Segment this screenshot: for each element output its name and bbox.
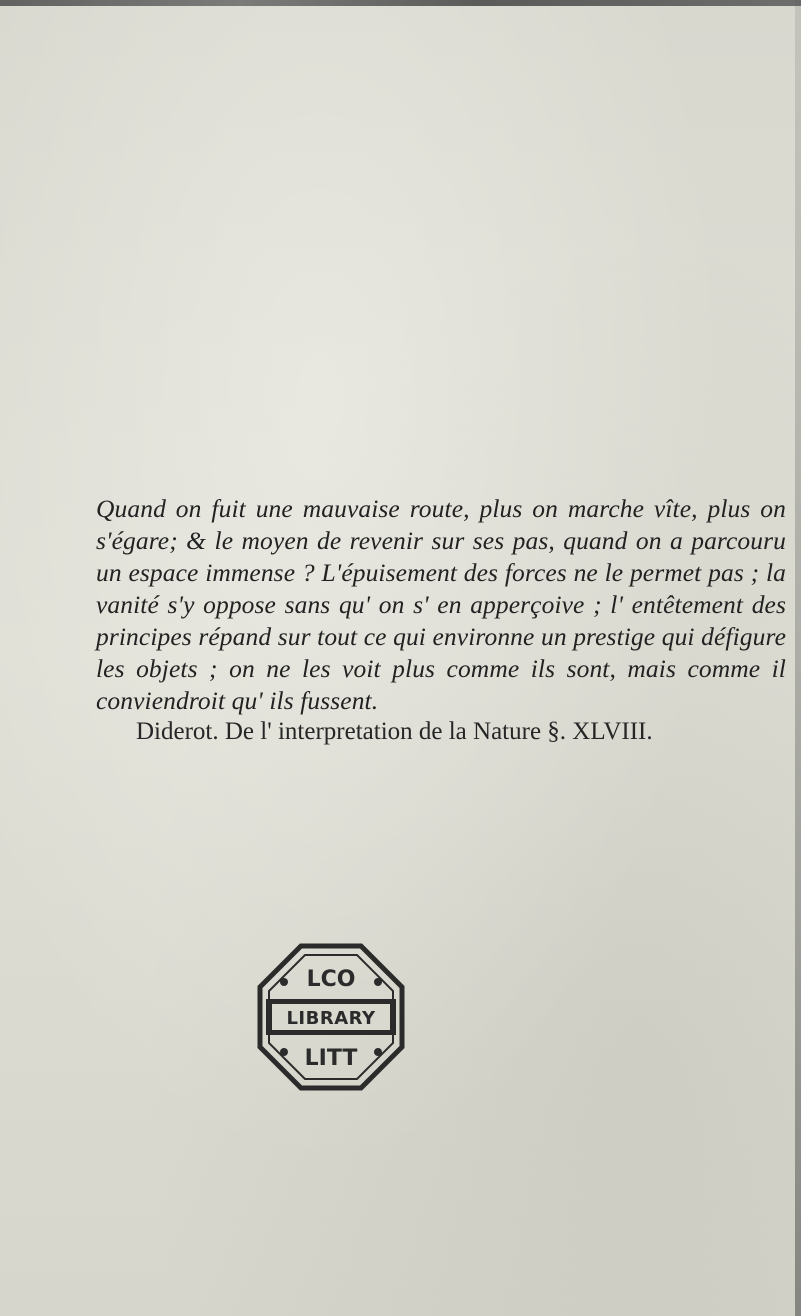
page-right-edge (795, 0, 801, 1316)
seal-bottom-text: LITT (304, 1046, 358, 1071)
page-top-edge (0, 0, 801, 6)
seal-middle-text: LIBRARY (286, 1008, 376, 1029)
epigraph-attribution: Diderot. De l' interpretation de la Nature §. XLVIII. (136, 718, 653, 745)
epigraph-quote: Quand on fuit une mauvaise route, plus on marche vîte, plus on s'égare; & le moyen de revenir sur ses pas, quand on a parcouru un espace immense ? L'épuisement des forces ne le permet pas ; la vanité s'y oppose sans qu' on s' en apperçoive ; l' entêtement des principes répand sur tout ce qui environne un prestige qui défigure les objets ; on ne les voit plus comme ils sont, mais comme il conviendroit qu' ils fussent. (96, 494, 786, 715)
seal-top-text: LCO (306, 967, 356, 992)
library-seal-icon (256, 942, 406, 1092)
